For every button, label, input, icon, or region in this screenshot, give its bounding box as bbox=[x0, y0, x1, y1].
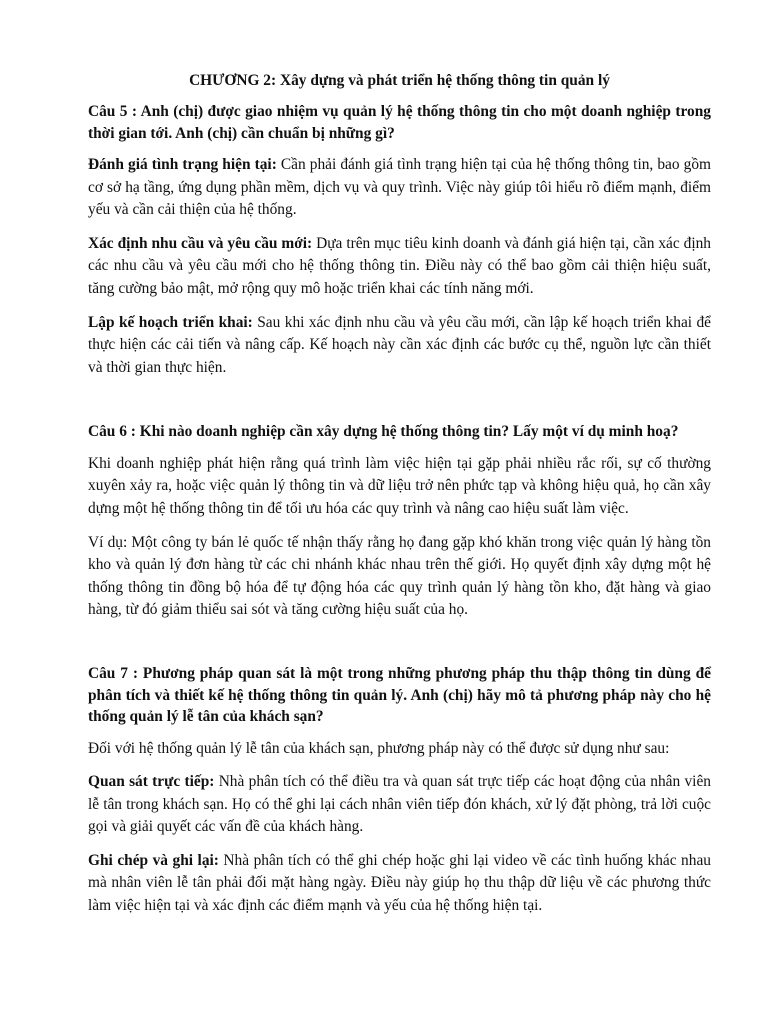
answer-5-text-1: Cần phải đánh giá tình trạng hiện tại của hệ thống thông tin, bao gồm cơ sở hạ tầng, ứng dụng phần mềm, dịch vụ và quy trình. Việc này giúp tôi hiểu rõ điểm mạnh, điểm yếu và cần cải thiện của hệ thống. bbox=[88, 156, 711, 219]
section-spacer bbox=[88, 390, 711, 421]
question-5: Câu 5 : Anh (chị) được giao nhiệm vụ quản lý hệ thống thông tin cho một doanh nghiệp trong thời gian tới. Anh (chị) cần chuẩn bị những gì? bbox=[88, 103, 711, 142]
answer-6-paragraph-2: Ví dụ: Một công ty bán lẻ quốc tế nhận thấy rằng họ đang gặp khó khăn trong việc quản lý hàng tồn kho và quản lý đơn hàng từ các chi nhánh khác nhau trên thế giới. Họ quyết định xây dựng một hệ thống thông tin đồng bộ hóa để tự động hóa các quy trình quản lý hàng tồn kho, đặt hàng và giao hàng, từ đó giảm thiểu sai sót và tăng cường hiệu suất của họ. bbox=[88, 533, 711, 619]
answer-7-lead-3: Ghi chép và ghi lại: bbox=[88, 851, 219, 869]
chapter-title: CHƯƠNG 2: Xây dựng và phát triển hệ thống thông tin quản lý bbox=[189, 72, 610, 89]
answer-7-paragraph-1: Đối với hệ thống quản lý lễ tân của khách sạn, phương pháp này có thể được sử dụng như sau: bbox=[88, 739, 670, 757]
section-spacer bbox=[88, 633, 711, 663]
answer-6-paragraph-1: Khi doanh nghiệp phát hiện rằng quá trình làm việc hiện tại gặp phải nhiều rắc rối, sự cố thường xuyên xảy ra, hoặc việc quản lý thông tin và dữ liệu trở nên phức tạp và không hiệu quả, họ cần xây dựng một hệ thống thông tin để tối ưu hóa các quy trình và nâng cao hiệu suất làm việc. bbox=[88, 454, 711, 518]
answer-5-text-2: Dựa trên mục tiêu kinh doanh và đánh giá hiện tại, cần xác định các nhu cầu và yêu cầu mới cho hệ thống thông tin. Điều này có thể bao gồm cải thiện hiệu suất, tăng cường bảo mật, mở rộng quy mô hoặc triển khai các tính năng mới. bbox=[88, 234, 711, 297]
answer-5-paragraph-2 bbox=[88, 233, 711, 301]
answer-5-paragraph-1 bbox=[88, 154, 711, 222]
question-7: Câu 7 : Phương pháp quan sát là một trong những phương pháp thu thập thông tin dùng để phân tích và thiết kế hệ thống thông tin quản lý. Anh (chị) hãy mô tả phương pháp này cho hệ thống quản lý lễ tân của khách sạn? bbox=[88, 665, 711, 725]
answer-7-paragraph-2 bbox=[88, 771, 711, 839]
answer-5-lead-1: Đánh giá tình trạng hiện tại: bbox=[88, 156, 277, 173]
answer-7-lead-2: Quan sát trực tiếp: bbox=[88, 773, 215, 791]
answer-5-text-3: Sau khi xác định nhu cầu và yêu cầu mới, cần lập kế hoạch triển khai để thực hiện các cải tiến và nâng cấp. Kế hoạch này cần xác định các bước cụ thể, nguồn lực cần thiết và thời gian thực hiện. bbox=[88, 313, 712, 376]
answer-5-paragraph-3 bbox=[88, 312, 711, 380]
answer-5-lead-3: Lập kế hoạch triển khai: bbox=[88, 313, 253, 331]
document-page bbox=[88, 70, 711, 929]
answer-5-lead-2: Xác định nhu cầu và yêu cầu mới: bbox=[88, 234, 313, 252]
answer-7-paragraph-3 bbox=[88, 850, 711, 918]
answer-7-text-2: Nhà phân tích có thể điều tra và quan sát trực tiếp các hoạt động của nhân viên lễ tân trong khách sạn. Họ có thể ghi lại cách nhân viên tiếp đón khách, xử lý đặt phòng, trả lời cuộc gọi và giải quyết các vấn đề của khách hàng. bbox=[88, 773, 711, 836]
question-6: Câu 6 : Khi nào doanh nghiệp cần xây dựng hệ thống thông tin? Lấy một ví dụ minh hoạ? bbox=[88, 423, 679, 441]
answer-7-text-3: Nhà phân tích có thể ghi chép hoặc ghi lại video về các tình huống khác nhau mà nhân viên lễ tân phải đối mặt hàng ngày. Điều này giúp họ thu thập dữ liệu về các phương thức làm việc hiện tại và xác định các điểm mạnh và yếu của hệ thống hiện tại. bbox=[88, 851, 711, 915]
